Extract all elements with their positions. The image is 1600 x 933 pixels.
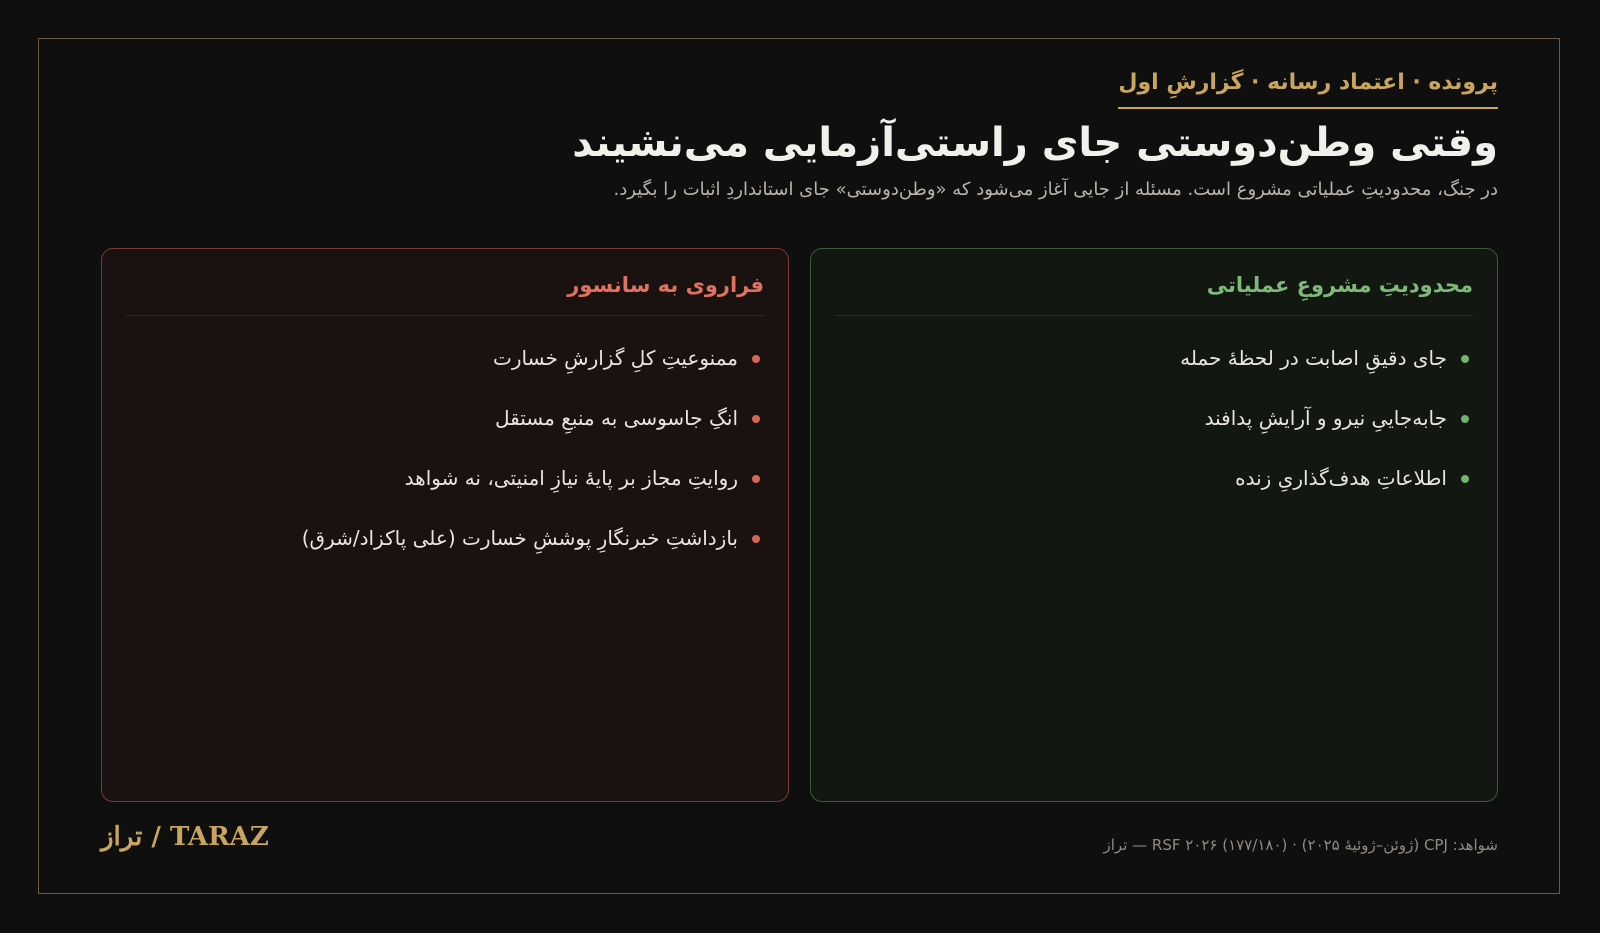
list-item-text: جابه‌جاییِ نیرو و آرایشِ پدافند bbox=[1204, 406, 1447, 430]
list-item bbox=[126, 456, 764, 516]
page-subtitle: در جنگ، محدودیتِ عملیاتی مشروع است. مسئله از جایی آغاز می‌شود که «وطن‌دوستی» جای استانداردِ اثبات را بگیرد. bbox=[613, 179, 1498, 200]
list-item bbox=[126, 396, 764, 456]
list-item bbox=[835, 456, 1473, 516]
legitimate-restriction-card bbox=[810, 248, 1498, 802]
bullet-dot-icon bbox=[752, 535, 760, 543]
list-item bbox=[126, 516, 764, 576]
bullet-dot-icon bbox=[752, 475, 760, 483]
list-item bbox=[835, 336, 1473, 396]
censorship-card-heading: فراروی به سانسور bbox=[126, 273, 764, 316]
list-item-text: اطلاعاتِ هدف‌گذاریِ زنده bbox=[1235, 466, 1447, 490]
bullet-dot-icon bbox=[752, 355, 760, 363]
list-item bbox=[126, 336, 764, 396]
section-kicker: پرونده · اعتماد رسانه · گزارشِ اول bbox=[1118, 70, 1498, 109]
list-item-text: روایتِ مجاز بر پایهٔ نیازِ امنیتی، نه شواهد bbox=[404, 466, 738, 490]
list-item-text: بازداشتِ خبرنگارِ پوششِ خسارت (علی پاکزاد/شرق) bbox=[301, 526, 738, 550]
censorship-card bbox=[101, 248, 789, 802]
brand-logo: تراز / TARAZ bbox=[101, 822, 269, 852]
legitimate-card-heading: محدودیتِ مشروعِ عملیاتی bbox=[835, 273, 1473, 316]
main-content bbox=[101, 60, 1498, 550]
list-item-text: انگِ جاسوسی به منبعِ مستقل bbox=[495, 406, 738, 430]
comparison-cards bbox=[101, 248, 1498, 802]
bullet-dot-icon bbox=[1461, 475, 1469, 483]
bullet-dot-icon bbox=[752, 415, 760, 423]
list-item-text: ممنوعیتِ کلِ گزارشِ خسارت bbox=[493, 346, 738, 370]
list-item bbox=[835, 396, 1473, 456]
sources-note: شواهد: CPJ (ژوئن–ژوئیهٔ ۲۰۲۵) · RSF ۲۰۲۶ (۱۷۷/۱۸۰) — تراز bbox=[1103, 836, 1498, 854]
bullet-dot-icon bbox=[1461, 415, 1469, 423]
list-item-text: جای دقیقِ اصابت در لحظهٔ حمله bbox=[1180, 346, 1447, 370]
page-title: وقتی وطن‌دوستی جای راستی‌آزمایی می‌نشیند bbox=[572, 120, 1498, 166]
bullet-dot-icon bbox=[1461, 355, 1469, 363]
